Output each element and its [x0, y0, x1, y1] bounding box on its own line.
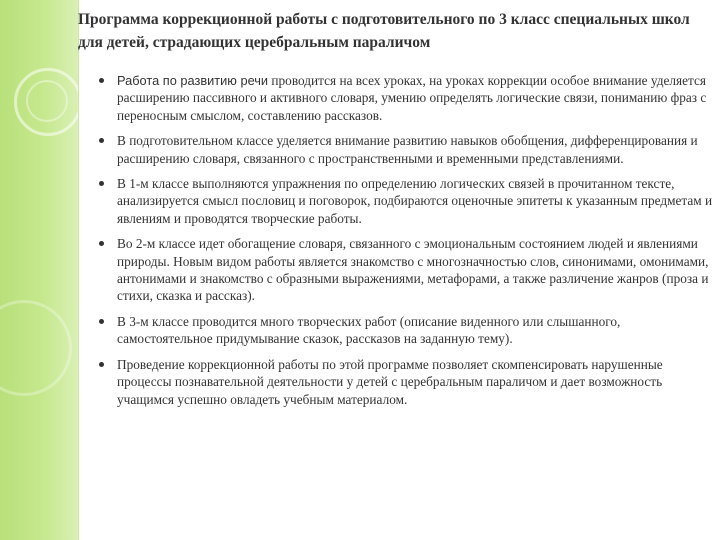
panel-divider — [78, 0, 79, 540]
bullet-lead-text: Работа по развитию речи — [117, 73, 269, 88]
bullet-dot-icon — [99, 78, 104, 83]
bullet-list — [97, 72, 713, 416]
bullet-item — [97, 132, 713, 167]
bullet-item — [97, 313, 713, 348]
slide-title: Программа коррекционной работы с подготовительного по 3 класс специальных школ для детей, страдающих церебральным параличом — [78, 11, 690, 51]
bullet-item — [97, 235, 713, 305]
decorative-circle-large — [0, 300, 72, 396]
bullet-text: В подготовительном классе уделяется внимание развитию навыков обобщения, дифференцирования и расширению словаря, связанного с пространственными и временными представлениями. — [117, 133, 698, 166]
bullet-item — [97, 356, 713, 408]
bullet-item — [97, 175, 713, 227]
bullet-text: В 1-м классе выполняются упражнения по определению логических связей в прочитанном тексте, анализируется смысл пословиц и поговорок, подбираются оценочные эпитеты к указанным предметам и явлениям и проводятся творческие работы. — [117, 176, 713, 226]
bullet-text: проводится на всех уроках, на уроках коррекции особое внимание уделяется расширению пассивного и активного словаря, умению определять логические связи, пониманию фраз с переносным смыслом, составлению рассказов. — [117, 73, 707, 123]
bullet-text: В 3-м классе проводится много творческих работ (описание виденного или слышанного, самостоятельное придумывание сказок, рассказов на заданную тему). — [117, 313, 621, 347]
bullet-item — [97, 72, 713, 124]
bullet-dot-icon — [99, 241, 104, 246]
bullet-dot-icon — [99, 181, 104, 186]
bullet-dot-icon — [99, 319, 104, 324]
decorative-side-panel — [0, 0, 78, 540]
bullet-text: Проведение коррекционной работы по этой программе позволяет скомпенсировать нарушенные процессы познавательной деятельности у детей с церебральным параличом и дает возможность учащимся успешно овладеть учебным материалом. — [117, 356, 663, 407]
decorative-circle-inner — [26, 80, 68, 122]
bullet-dot-icon — [99, 362, 104, 367]
bullet-dot-icon — [99, 138, 104, 143]
bullet-text: Во 2-м классе идет обогащение словаря, связанного с эмоциональным состоянием людей и явлениями природы. Новым видом работы является знакомство с многозначностью слов, синонимами, омонимами, антонимами и знакомство с образными выражениями, метафорами, а также различение жанров (проза и стихи, сказка и рассказ). — [117, 236, 709, 304]
